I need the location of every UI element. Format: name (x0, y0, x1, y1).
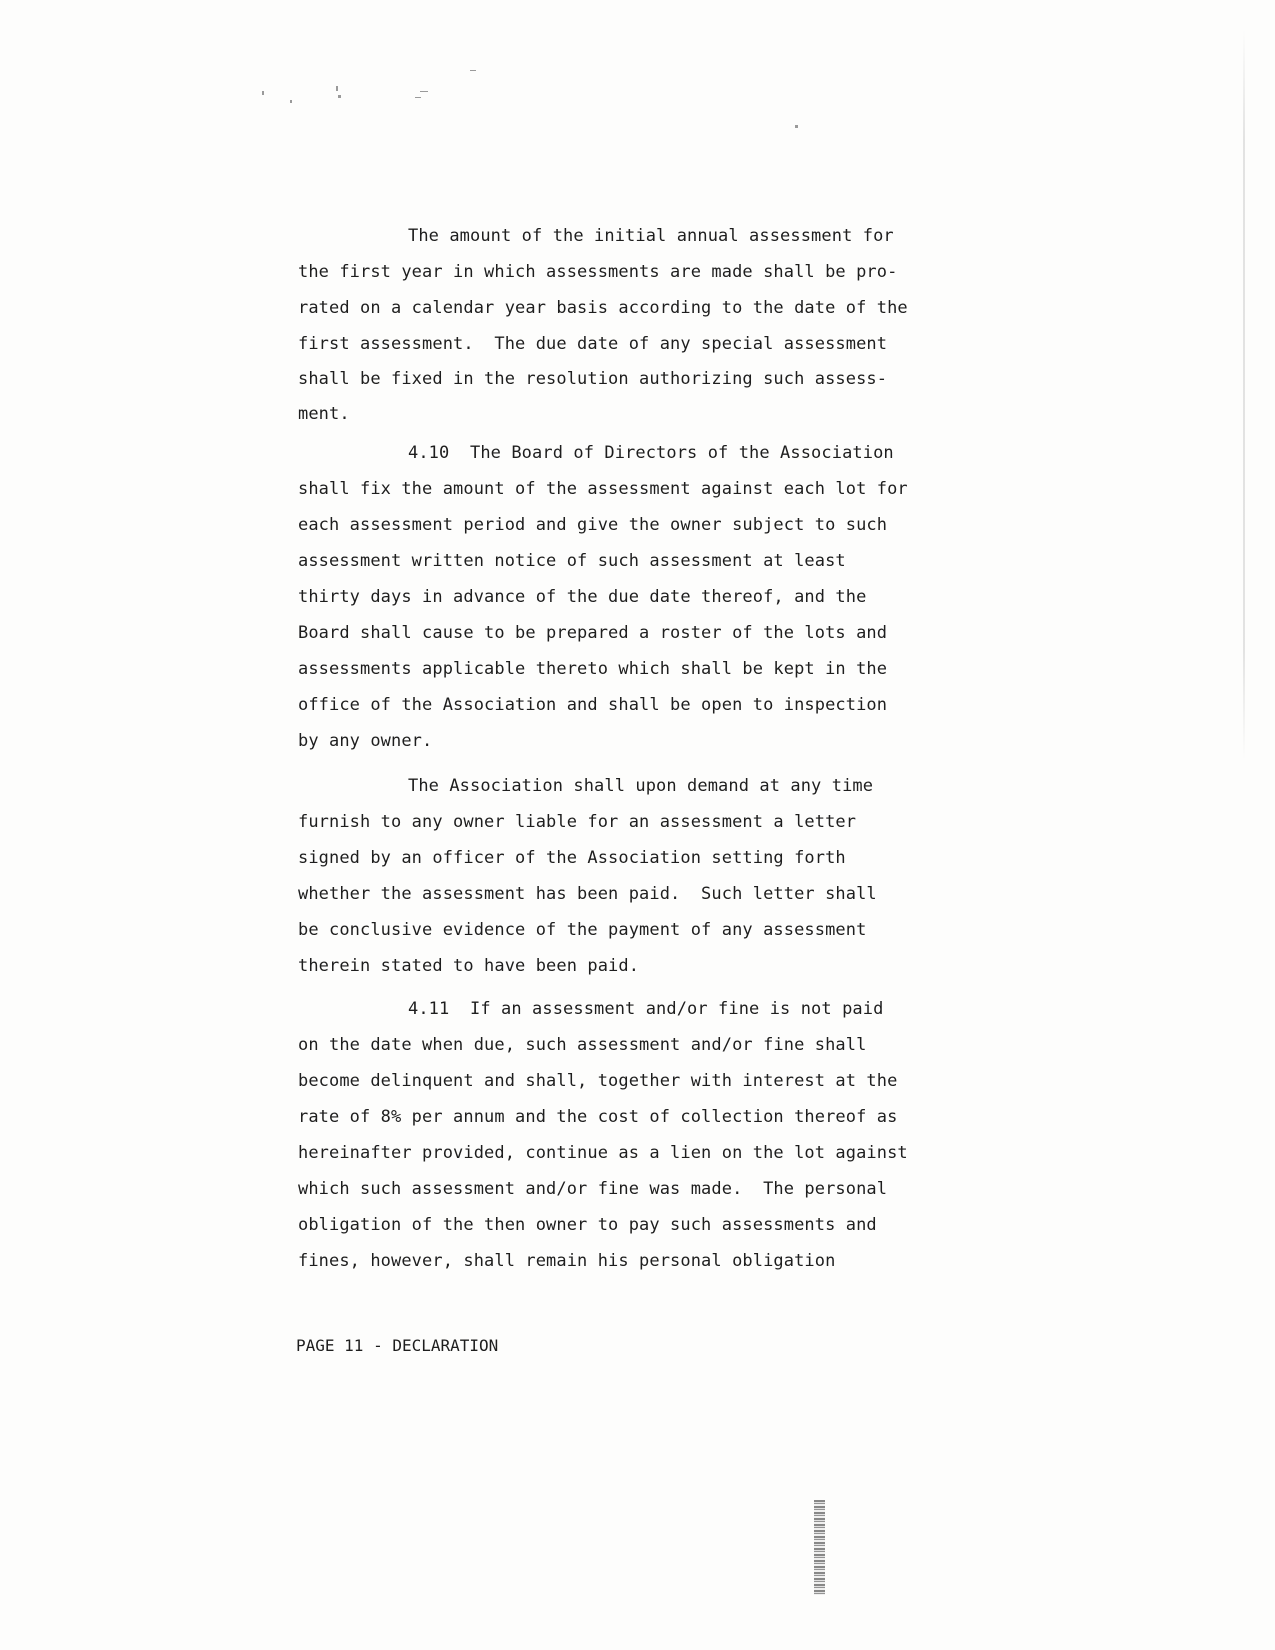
scan-speck (415, 97, 421, 98)
body-line: hereinafter provided, continue as a lien on the lot against (298, 1143, 908, 1163)
body-line: rate of 8% per annum and the cost of collection thereof as (298, 1107, 898, 1127)
scan-speck (338, 95, 341, 98)
section-line: 4.10 The Board of Directors of the Association (408, 443, 894, 463)
body-line: Board shall cause to be prepared a roster of the lots and (298, 623, 888, 643)
body-line: on the date when due, such assessment and/or fine shall (298, 1035, 867, 1055)
body-line: obligation of the then owner to pay such assessments and (298, 1215, 877, 1235)
scan-speck (290, 100, 292, 103)
body-line: office of the Association and shall be open to inspection (298, 695, 888, 715)
body-line: furnish to any owner liable for an assessment a letter (298, 812, 857, 832)
body-line: whether the assessment has been paid. Such letter shall (298, 884, 877, 904)
barcode-stamp (814, 1500, 825, 1595)
scan-speck (795, 125, 798, 128)
body-line: The amount of the initial annual assessment for (408, 226, 894, 246)
body-line: by any owner. (298, 731, 433, 751)
body-line: ment. (298, 404, 350, 424)
body-line: first assessment. The due date of any special assessment (298, 334, 888, 354)
body-line: therein stated to have been paid. (298, 956, 640, 976)
body-line: the first year in which assessments are made shall be pro- (298, 262, 898, 282)
section-line: 4.11 If an assessment and/or fine is not paid (408, 999, 884, 1019)
body-line: each assessment period and give the owner subject to such (298, 515, 888, 535)
scan-edge-shadow (1243, 30, 1245, 760)
body-line: The Association shall upon demand at any time (408, 776, 874, 796)
body-line: assessments applicable thereto which shall be kept in the (298, 659, 888, 679)
body-line: signed by an officer of the Association setting forth (298, 848, 846, 868)
body-line: shall fix the amount of the assessment against each lot for (298, 479, 908, 499)
scan-speck (262, 91, 264, 95)
scan-speck (336, 86, 338, 91)
body-line: shall be fixed in the resolution authorizing such assess- (298, 369, 888, 389)
scan-speck (470, 70, 476, 71)
body-line: rated on a calendar year basis according to the date of the (298, 298, 908, 318)
body-line: thirty days in advance of the due date thereof, and the (298, 587, 867, 607)
page-footer: PAGE 11 - DECLARATION (296, 1336, 499, 1355)
body-line: be conclusive evidence of the payment of any assessment (298, 920, 867, 940)
body-line: become delinquent and shall, together with interest at the (298, 1071, 898, 1091)
body-line: fines, however, shall remain his personal obligation (298, 1251, 836, 1271)
body-line: which such assessment and/or fine was made. The personal (298, 1179, 888, 1199)
scan-speck (420, 91, 428, 92)
body-line: assessment written notice of such assessment at least (298, 551, 846, 571)
